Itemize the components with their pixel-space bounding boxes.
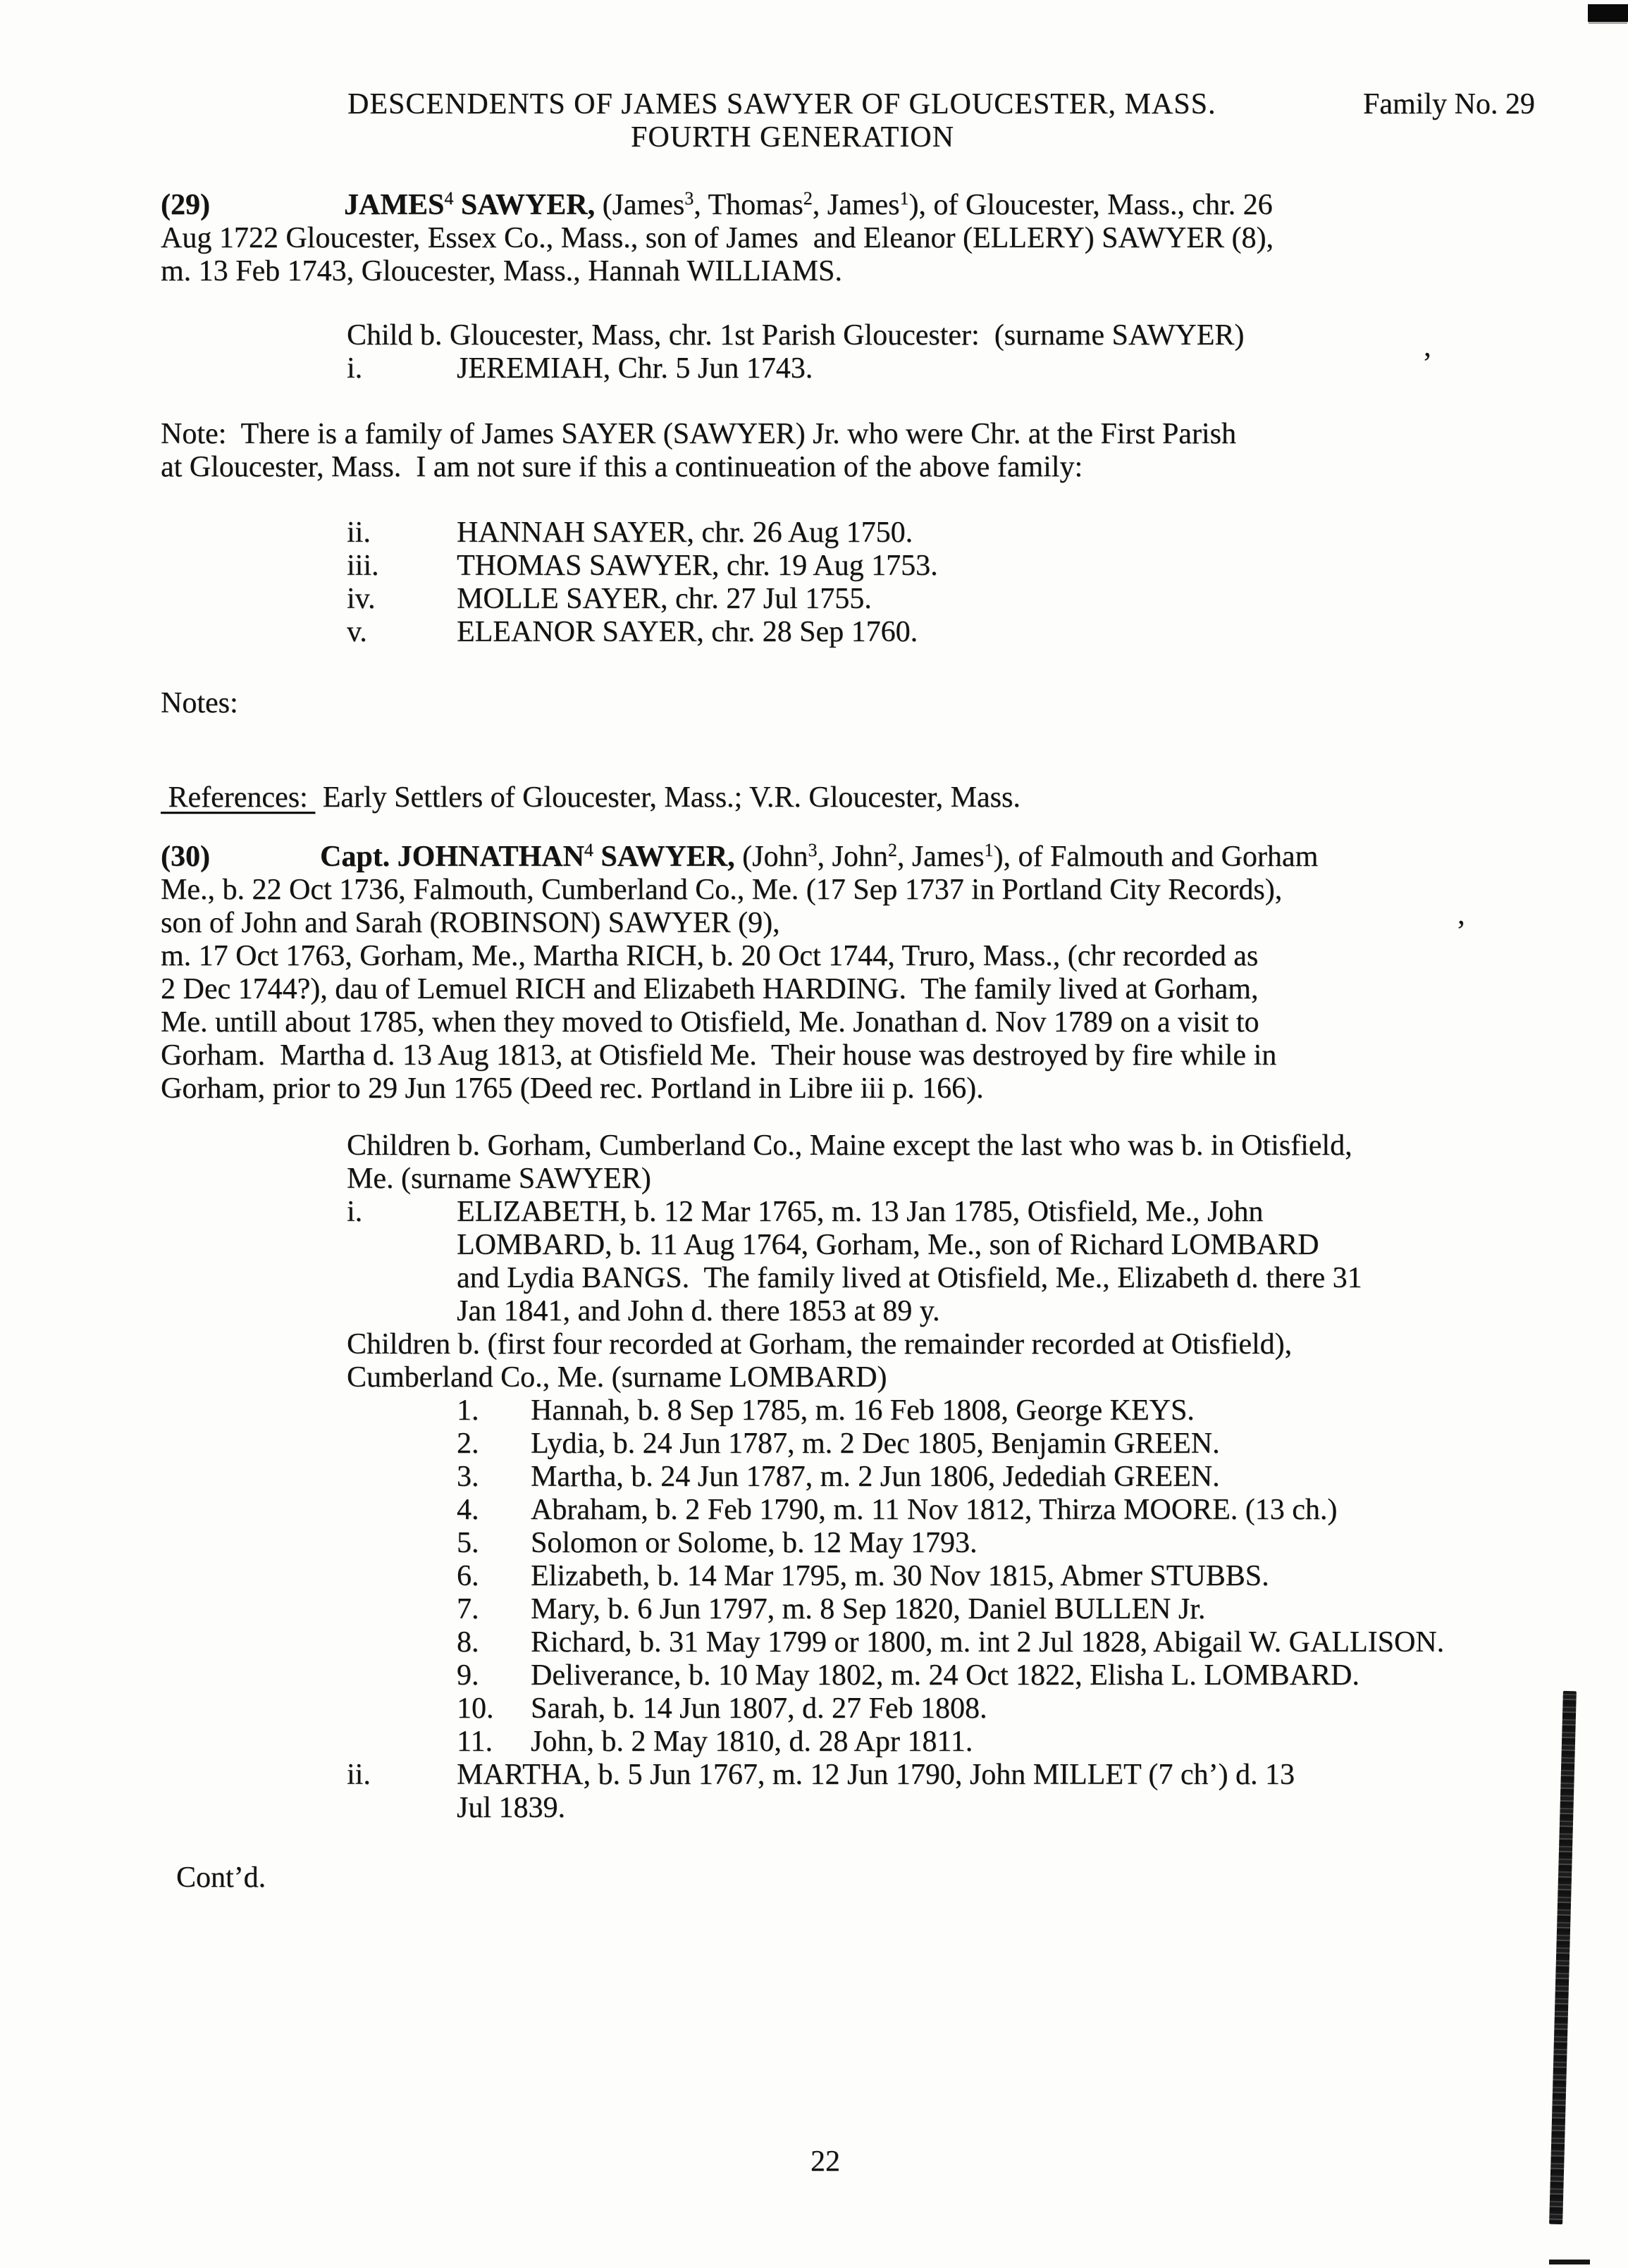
column-indent [347, 1327, 1292, 1361]
text-line [0, 1659, 1628, 1692]
column-name [457, 1195, 1263, 1229]
text-run: Child b. Gloucester, Mass, chr. 1st Parish Gloucester: (surname SAWYER) [347, 319, 1245, 352]
text-run: Lydia, b. 24 Jun 1787, m. 2 Dec 1805, Benjamin GREEN. [531, 1427, 1220, 1460]
text-run: ), of Gloucester, Mass., chr. 26 [908, 189, 1273, 221]
text-run: (James [595, 189, 685, 221]
text-line [0, 1692, 1628, 1725]
text-run: Mary, b. 6 Jun 1797, m. 8 Sep 1820, Daniel BULLEN Jr. [531, 1593, 1206, 1625]
text-run: Notes: [161, 687, 238, 719]
text-line [0, 781, 1628, 814]
text-run: Elizabeth, b. 14 Mar 1795, m. 30 Nov 1815, Abmer STUBBS. [531, 1560, 1269, 1592]
list29-block [0, 516, 1628, 648]
text-line [0, 188, 1628, 221]
text-run: Capt. JOHNATHAN [320, 841, 584, 873]
text-run: Me. (surname SAWYER) [347, 1163, 651, 1195]
column-numtext [531, 1692, 987, 1725]
text-run: son of John and Sarah (ROBINSON) SAWYER (9), [161, 907, 780, 939]
stray-apostrophe-mark: ’ [1422, 347, 1432, 380]
text-line [0, 1261, 1628, 1294]
column-numtext [531, 1427, 1220, 1461]
column-name [457, 1559, 479, 1593]
para30-block [0, 840, 1628, 1105]
column-name [457, 549, 938, 583]
text-run: Richard, b. 31 May 1799 or 1800, m. int 2 Jul 1828, Abigail W. GALLISON. [531, 1626, 1445, 1659]
text-run: 4. [457, 1494, 479, 1526]
text-line [0, 221, 1628, 254]
text-line [0, 1162, 1628, 1195]
column-margin [161, 1039, 1276, 1072]
text-run: Note: There is a family of James SAYER (SAWYER) Jr. who were Chr. at the First Parish [161, 418, 1236, 450]
text-run: JAMES [344, 189, 445, 221]
column-numtext [531, 1460, 1220, 1494]
para29-block [0, 188, 1628, 287]
column-indent [347, 582, 375, 616]
superscript-text: 4 [584, 840, 593, 860]
column-numtext [531, 1659, 1359, 1692]
superscript-text: 1 [984, 840, 994, 860]
text-line [0, 582, 1628, 615]
superscript-text: 2 [803, 188, 813, 209]
text-run: Gorham. Martha d. 13 Aug 1813, at Otisfield Me. Their house was destroyed by fire while in [161, 1039, 1277, 1072]
text-line [0, 549, 1628, 582]
column-indent [347, 615, 367, 649]
column-numtext [531, 1625, 1444, 1659]
text-run: Family No. 29 [1363, 88, 1535, 120]
text-run: , James [896, 841, 985, 873]
column-numtext [531, 1559, 1269, 1593]
column-indent [347, 516, 371, 550]
column-subtitle [631, 120, 954, 154]
text-run: JEREMIAH, Chr. 5 Jun 1743. [457, 352, 813, 385]
column-margin [161, 221, 1274, 255]
scan-edge-artifact [1549, 2260, 1590, 2264]
scan-corner-mark [1588, 4, 1628, 22]
text-run: Jan 1841, and John d. there 1853 at 89 y. [457, 1295, 940, 1327]
column-name [457, 1758, 1295, 1792]
column-margin [161, 1072, 984, 1105]
text-line [0, 1361, 1628, 1394]
column-name [457, 1625, 479, 1659]
text-run: FOURTH GENERATION [631, 121, 954, 154]
column-name [457, 1427, 479, 1461]
contd-block [0, 1861, 1628, 1894]
column-margin [161, 417, 1236, 451]
column-numtext [531, 1394, 1195, 1427]
column-margin [161, 686, 238, 720]
text-run: Deliverance, b. 10 May 1802, m. 24 Oct 1822, Elisha L. LOMBARD. [531, 1659, 1359, 1692]
superscript-text: 2 [887, 840, 897, 860]
column-name [457, 1592, 479, 1626]
text-line [0, 318, 1628, 352]
text-line [0, 1427, 1628, 1460]
column-margin [161, 873, 1282, 907]
column-name [457, 1725, 493, 1759]
text-line [0, 1228, 1628, 1261]
text-run: THOMAS SAWYER, chr. 19 Aug 1753. [457, 550, 938, 582]
text-line [0, 254, 1628, 287]
column-name [457, 1460, 479, 1494]
text-line [0, 1394, 1628, 1427]
text-run: 7. [457, 1593, 479, 1625]
column-margin [161, 254, 842, 288]
children30-block [0, 1129, 1628, 1824]
page-number: 22 [810, 2145, 840, 2178]
text-run: Me., b. 22 Oct 1736, Falmouth, Cumberland Co., Me. (17 Sep 1737 in Portland City Records), [161, 874, 1283, 906]
text-run: iv. [347, 583, 376, 615]
text-run: 10. [457, 1692, 494, 1725]
text-line [0, 840, 1628, 873]
text-line [0, 906, 1628, 939]
column-numtext [531, 1493, 1337, 1527]
text-run: Children b. Gorham, Cumberland Co., Maine except the last who was b. in Otisfield, [347, 1129, 1352, 1162]
column-contd [176, 1861, 266, 1895]
column-name [457, 1692, 494, 1725]
column-margin [161, 450, 1083, 484]
column-indent [347, 1162, 651, 1196]
text-run: 8. [457, 1626, 479, 1659]
text-line [0, 352, 1628, 385]
text-line [0, 1625, 1628, 1659]
text-run: LOMBARD, b. 11 Aug 1764, Gorham, Me., son of Richard LOMBARD [457, 1229, 1319, 1261]
text-line [0, 1039, 1628, 1072]
text-run: (John [734, 841, 808, 873]
text-line [0, 516, 1628, 549]
column-indent [347, 352, 362, 385]
text-line [0, 1195, 1628, 1228]
text-run: Gorham, prior to 29 Jun 1765 (Deed rec. Portland in Libre iii p. 166). [161, 1072, 984, 1105]
column-name [457, 1394, 479, 1427]
column-margin [161, 1005, 1259, 1039]
column-indent [347, 1195, 362, 1229]
text-run: Abraham, b. 2 Feb 1790, m. 11 Nov 1812, Thirza MOORE. (13 ch.) [531, 1494, 1338, 1526]
column-numtext [531, 1725, 973, 1759]
superscript-text: 4 [444, 188, 454, 209]
text-line [0, 120, 1628, 154]
text-line [0, 1592, 1628, 1625]
text-run: , James [812, 189, 900, 221]
column-familyno [1363, 87, 1535, 121]
note-block [0, 417, 1628, 483]
text-line [0, 1526, 1628, 1559]
column-numtext [531, 1592, 1205, 1626]
column-margin [161, 906, 780, 940]
text-run: Cont’d. [176, 1861, 266, 1894]
text-run: Martha, b. 24 Jun 1787, m. 2 Jun 1806, Jedediah GREEN. [531, 1461, 1220, 1493]
text-run: Children b. (first four recorded at Gorham, the remainder recorded at Otisfield), [347, 1328, 1293, 1361]
text-run: Me. untill about 1785, when they moved to Otisfield, Me. Jonathan d. Nov 1789 on a visit to [161, 1006, 1259, 1039]
text-line [0, 1072, 1628, 1105]
text-run: 3. [457, 1461, 479, 1493]
text-run: , Thomas [693, 189, 803, 221]
text-run: ELEANOR SAYER, chr. 28 Sep 1760. [457, 616, 918, 648]
text-run: ELIZABETH, b. 12 Mar 1765, m. 13 Jan 1785, Otisfield, Me., John [457, 1196, 1264, 1228]
text-line [0, 939, 1628, 972]
text-line [0, 1861, 1628, 1894]
text-run: Aug 1722 Gloucester, Essex Co., Mass., son of James and Eleanor (ELLERY) SAWYER (8), [161, 222, 1274, 254]
text-line [0, 450, 1628, 483]
column-name [457, 352, 813, 385]
text-run: i. [347, 1196, 363, 1228]
child29-block [0, 318, 1628, 385]
text-run: v. [347, 616, 367, 648]
text-run: HANNAH SAYER, chr. 26 Aug 1750. [457, 516, 913, 549]
notes-block [0, 686, 1628, 719]
column-name [457, 1228, 1319, 1262]
text-run: at Gloucester, Mass. I am not sure if this a continueation of the above family: [161, 451, 1083, 483]
text-run: 2. [457, 1427, 479, 1460]
text-line [0, 686, 1628, 719]
text-run: , John [817, 841, 888, 873]
column-indent [347, 1129, 1352, 1163]
column-indent [347, 549, 379, 583]
column-name [457, 1791, 565, 1825]
column-tab29 [344, 188, 1273, 222]
superscript-text: 3 [684, 188, 694, 209]
text-run: DESCENDENTS OF JAMES SAWYER OF GLOUCESTER, MASS. [347, 88, 1216, 120]
text-line [0, 87, 1628, 120]
text-line [0, 1791, 1628, 1824]
text-line [0, 615, 1628, 648]
text-run: SAWYER, [593, 841, 735, 873]
text-line [0, 1460, 1628, 1493]
column-indent [347, 318, 1244, 352]
text-run: 1. [457, 1394, 479, 1427]
text-run: (30) [161, 841, 210, 873]
column-margin [161, 972, 1258, 1006]
text-run: i. [347, 352, 363, 385]
column-name [457, 1659, 479, 1692]
text-line [0, 1294, 1628, 1327]
header-block [0, 87, 1628, 154]
text-run: Early Settlers of Gloucester, Mass.; V.R. Gloucester, Mass. [315, 781, 1020, 814]
stray-comma-mark: ’ [1456, 915, 1466, 948]
column-indent [347, 1361, 887, 1394]
column-margin [161, 840, 210, 874]
text-run: ii. [347, 516, 371, 549]
column-name [457, 1493, 479, 1527]
superscript-text: 3 [808, 840, 818, 860]
text-run: 5. [457, 1527, 479, 1559]
text-run: Jul 1839. [457, 1792, 566, 1824]
column-numtext [531, 1526, 978, 1560]
column-margin [161, 939, 1258, 973]
column-indent [347, 1758, 371, 1792]
superscript-text: 1 [899, 188, 909, 209]
text-line [0, 972, 1628, 1005]
text-run: iii. [347, 550, 379, 582]
text-run: SAWYER, [453, 189, 596, 221]
text-line [0, 1327, 1628, 1361]
text-run: (29) [161, 189, 210, 221]
text-run: ), of Falmouth and Gorham [993, 841, 1319, 873]
text-run: and Lydia BANGS. The family lived at Otisfield, Me., Elizabeth d. there 31 [457, 1262, 1362, 1294]
references-block [0, 781, 1628, 814]
text-line [0, 1129, 1628, 1162]
text-run: Cumberland Co., Me. (surname LOMBARD) [347, 1361, 887, 1394]
text-run: MARTHA, b. 5 Jun 1767, m. 12 Jun 1790, John MILLET (7 ch’) d. 13 [457, 1759, 1295, 1791]
text-run: 11. [457, 1725, 493, 1758]
text-run: ii. [347, 1759, 371, 1791]
text-run: Hannah, b. 8 Sep 1785, m. 16 Feb 1808, George KEYS. [531, 1394, 1195, 1427]
text-run: Sarah, b. 14 Jun 1807, d. 27 Feb 1808. [531, 1692, 987, 1725]
text-line [0, 1758, 1628, 1791]
text-line [0, 417, 1628, 450]
text-run: MOLLE SAYER, chr. 27 Jul 1755. [457, 583, 872, 615]
text-run: 6. [457, 1560, 479, 1592]
text-line [0, 1725, 1628, 1758]
column-name [457, 1261, 1362, 1295]
text-run: 2 Dec 1744?), dau of Lemuel RICH and Elizabeth HARDING. The family lived at Gorham, [161, 973, 1259, 1005]
column-title [347, 87, 1216, 121]
text-run: m. 17 Oct 1763, Gorham, Me., Martha RICH, b. 20 Oct 1744, Truro, Mass., (chr recorded as [161, 940, 1259, 972]
text-run: 9. [457, 1659, 479, 1692]
column-name [457, 615, 918, 649]
text-line [0, 873, 1628, 906]
text-line [0, 1559, 1628, 1592]
column-name [457, 1294, 940, 1328]
text-run: m. 13 Feb 1743, Gloucester, Mass., Hannah WILLIAMS. [161, 255, 842, 287]
column-name [457, 582, 872, 616]
column-name [457, 1526, 479, 1560]
column-margin [161, 781, 1020, 814]
text-run: John, b. 2 May 1810, d. 28 Apr 1811. [531, 1725, 973, 1758]
text-line [0, 1005, 1628, 1039]
text-run: References: [161, 781, 316, 814]
column-name [457, 516, 913, 550]
text-run: Solomon or Solome, b. 12 May 1793. [531, 1527, 978, 1559]
column-capt [320, 840, 1318, 874]
column-margin [161, 188, 210, 222]
text-line [0, 1493, 1628, 1526]
